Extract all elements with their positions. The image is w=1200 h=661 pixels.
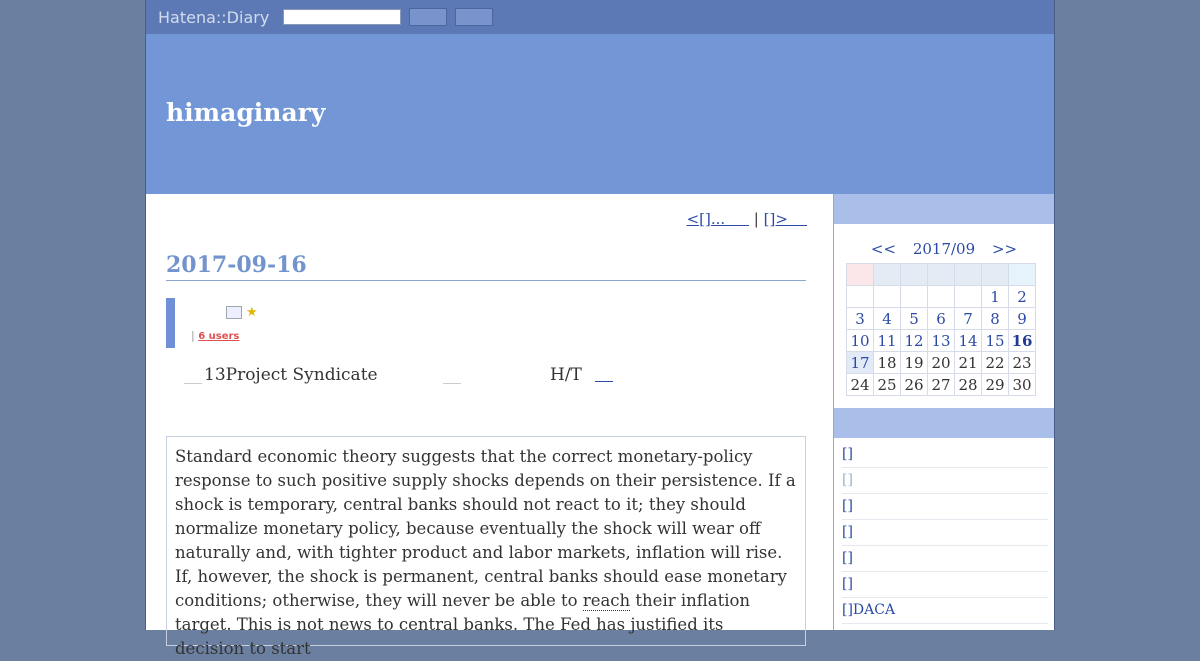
hat-tip-link[interactable] (595, 381, 613, 382)
calendar-next-link[interactable]: >> (991, 240, 1018, 258)
calendar-day[interactable]: 11 (874, 330, 901, 352)
calendar-day[interactable]: 14 (955, 330, 982, 352)
calendar-day[interactable]: 7 (955, 308, 982, 330)
calendar-day: 27 (928, 374, 955, 396)
search-button[interactable] (409, 8, 447, 26)
calendar-week (847, 308, 1036, 330)
calendar-day[interactable]: 8 (982, 308, 1009, 330)
calendar-day: 20 (928, 352, 955, 374)
bookmark-users-count[interactable]: 6 users (198, 331, 240, 342)
calendar-day[interactable]: 9 (1009, 308, 1036, 330)
sidebar (833, 194, 1054, 630)
calendar-day: 19 (901, 352, 928, 374)
hatena-logo[interactable]: Hatena::Diary (158, 7, 270, 27)
calendar-day: 18 (874, 352, 901, 374)
calendar-day[interactable]: 1 (982, 286, 1009, 308)
star-icon[interactable]: ★ (246, 305, 258, 320)
recent-entry-link[interactable]: [] (842, 572, 1048, 598)
entry-date[interactable]: 2017-09-16 (166, 252, 806, 281)
calendar-day: 24 (847, 374, 874, 396)
calendar-day (874, 286, 901, 308)
recent-entry-link[interactable]: []DACA (842, 598, 1048, 624)
intro-text: 13Project Syndicate (204, 365, 378, 385)
next-page-link-tail[interactable] (788, 210, 807, 228)
calendar-day: 29 (982, 374, 1009, 396)
calendar-day[interactable]: 5 (901, 308, 928, 330)
calendar-weekday-row (847, 264, 1036, 286)
hat-tip-text: H/T (550, 365, 582, 385)
calendar-day-current[interactable]: 16 (1009, 330, 1036, 352)
calendar-month[interactable]: 2017/09 (912, 240, 976, 258)
calendar-day[interactable]: 15 (982, 330, 1009, 352)
blockquote (166, 436, 806, 658)
quote-text-2: their inflation target. This is not news to central banks. The Fed has justified its decision to start (175, 591, 751, 658)
recent-entry-link[interactable]: [] (842, 546, 1048, 572)
calendar-day (928, 286, 955, 308)
blog-title[interactable]: himaginary (166, 98, 326, 127)
recent-entry-link[interactable]: [] (842, 520, 1048, 546)
recent-entry-link[interactable]: [] (842, 442, 1048, 468)
prev-page-link[interactable]: <[]... (686, 210, 726, 228)
calendar-day (847, 286, 874, 308)
recent-entry-link[interactable]: [] (842, 468, 1048, 494)
sidebar-header (834, 194, 1054, 224)
prev-page-link-tail[interactable] (725, 210, 749, 228)
calendar-week (847, 352, 1036, 374)
page (145, 0, 1055, 658)
calendar-day[interactable]: 10 (847, 330, 874, 352)
calendar-day: 25 (874, 374, 901, 396)
image-icon[interactable] (226, 306, 242, 319)
search-input[interactable] (283, 9, 401, 25)
calendar-day: 21 (955, 352, 982, 374)
calendar-day[interactable]: 12 (901, 330, 928, 352)
quote-link-reach[interactable]: reach (582, 591, 631, 610)
underline-gap (184, 383, 202, 384)
secondary-button[interactable] (455, 8, 493, 26)
calendar-week (847, 286, 1036, 308)
calendar-prev-link[interactable]: << (870, 240, 897, 258)
quote-text-1: Standard economic theory suggests that the correct monetary-policy response to such positive supply shocks depends on their persistence. If a shock is temporary, central banks should not react to it; they should normalize monetary policy, because eventually the shock will wear off naturally and, with tighter product and labor markets, inflation will rise. If, however, the shock is permanent, central banks should ease monetary conditions; otherwise, they will never be able to (175, 447, 796, 610)
calendar-day[interactable]: 13 (928, 330, 955, 352)
calendar-day[interactable]: 3 (847, 308, 874, 330)
entry-icons (226, 306, 258, 319)
calendar-week (847, 330, 1036, 352)
calendar-day: 26 (901, 374, 928, 396)
bookmark-users: | 6 users (191, 329, 240, 342)
calendar-nav (834, 240, 1054, 258)
recent-entries-list (834, 438, 1054, 624)
calendar (846, 263, 1036, 396)
blog-banner (146, 34, 1054, 194)
pager-separator: | (753, 210, 759, 228)
calendar-day: 22 (982, 352, 1009, 374)
calendar-day[interactable]: 6 (928, 308, 955, 330)
section-marker-bar (166, 298, 175, 348)
calendar-day: 28 (955, 374, 982, 396)
pager (687, 210, 807, 228)
calendar-week (847, 374, 1036, 396)
calendar-day[interactable]: 4 (874, 308, 901, 330)
sidebar-section-header (834, 408, 1054, 438)
calendar-day: 23 (1009, 352, 1036, 374)
recent-entry-link[interactable]: [] (842, 494, 1048, 520)
next-page-link[interactable]: []> (763, 210, 788, 228)
main-content (146, 194, 835, 658)
calendar-day[interactable]: 2 (1009, 286, 1036, 308)
calendar-day: 30 (1009, 374, 1036, 396)
calendar-day (955, 286, 982, 308)
underline-gap (443, 383, 461, 384)
calendar-day (901, 286, 928, 308)
top-bar (146, 0, 1054, 34)
calendar-day[interactable]: 17 (847, 352, 874, 374)
